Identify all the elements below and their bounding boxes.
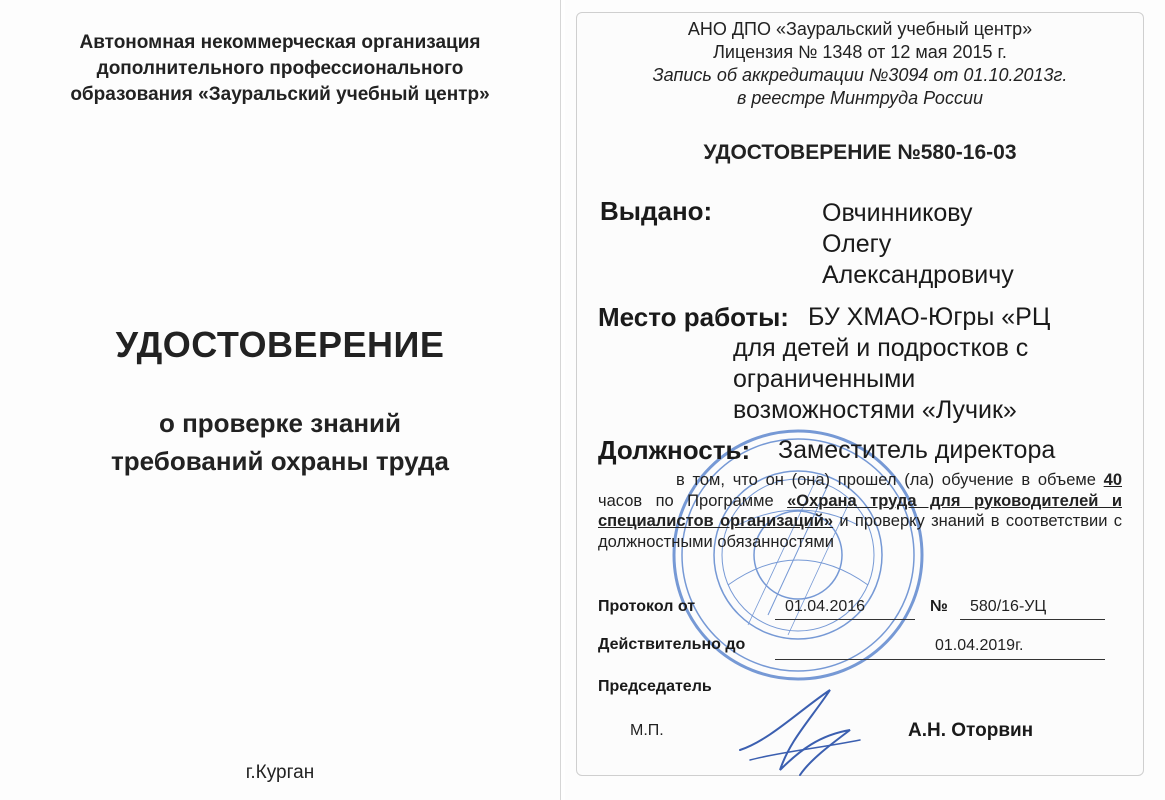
recipient-surname: Овчинникову <box>822 199 973 227</box>
left-page <box>0 0 561 800</box>
recipient-patronymic: Александровичу <box>822 261 1014 289</box>
header-line-2: Лицензия № 1348 от 12 мая 2015 г. <box>713 42 1007 62</box>
certificate-number: УДОСТОВЕРЕНИЕ №580-16-03 <box>703 141 1017 164</box>
organization-name <box>30 30 530 108</box>
workplace-label: Место работы: <box>598 302 789 332</box>
header-line-3: Запись об аккредитации №3094 от 01.10.2013г. <box>652 65 1068 85</box>
org-line-2: дополнительного профессионального <box>96 58 464 79</box>
chairman-name: А.Н. Оторвин <box>908 720 1034 741</box>
cover-title: УДОСТОВЕРЕНИЕ <box>115 324 445 365</box>
subtitle-line-2: требований охраны труда <box>111 446 449 476</box>
org-line-3: образования «Зауральский учебный центр» <box>70 84 490 105</box>
valid-until-date: 01.04.2019г. <box>935 637 1024 654</box>
valid-until-label: Действительно до <box>598 636 746 653</box>
position-value: Заместитель директора <box>778 436 1056 464</box>
chairman-label: Председатель <box>598 678 712 695</box>
program-name: «Охрана труда для руководителей и специалистов организаций» <box>598 491 1122 530</box>
issuer-header <box>590 18 1130 110</box>
header-line-4: в реестре Минтруда России <box>737 88 983 108</box>
statement-part-1: в том, что он (она) прошел (ла) обучение в объеме <box>676 471 1096 489</box>
training-hours: 40 <box>1103 471 1122 489</box>
statement-part-2: часов по Программе <box>598 491 774 510</box>
recipient-first-name: Олегу <box>822 230 892 258</box>
valid-until-underline <box>775 659 1105 660</box>
workplace-line-3: ограниченными <box>733 365 916 393</box>
training-statement <box>598 470 1122 552</box>
workplace-rest <box>733 333 1028 426</box>
position-label: Должность: <box>598 435 751 465</box>
workplace-line-2: для детей и подростков с <box>733 334 1029 362</box>
subtitle-line-1: о проверке знаний <box>158 408 401 438</box>
statement-part-3: и проверку знаний в соответствии с должностными обязанностями <box>598 512 1122 551</box>
workplace-line-1: БУ ХМАО-Югры «РЦ <box>808 303 1051 331</box>
number-sign: № <box>930 598 948 615</box>
protocol-number: 580/16-УЦ <box>970 598 1047 615</box>
header-line-1: АНО ДПО «Зауральский учебный центр» <box>687 19 1033 39</box>
city: г.Курган <box>245 762 315 783</box>
protocol-label: Протокол от <box>598 598 696 615</box>
org-line-1: Автономная некоммерческая организация <box>79 32 481 53</box>
recipient-name <box>822 198 1014 291</box>
protocol-date-underline <box>775 619 915 620</box>
protocol-date: 01.04.2016 <box>785 598 866 615</box>
cover-subtitle <box>30 404 530 480</box>
workplace-line-4: возможностями «Лучик» <box>733 396 1017 424</box>
issued-label: Выдано: <box>600 196 713 226</box>
seal-place-label: М.П. <box>630 722 664 739</box>
protocol-number-underline <box>960 619 1105 620</box>
